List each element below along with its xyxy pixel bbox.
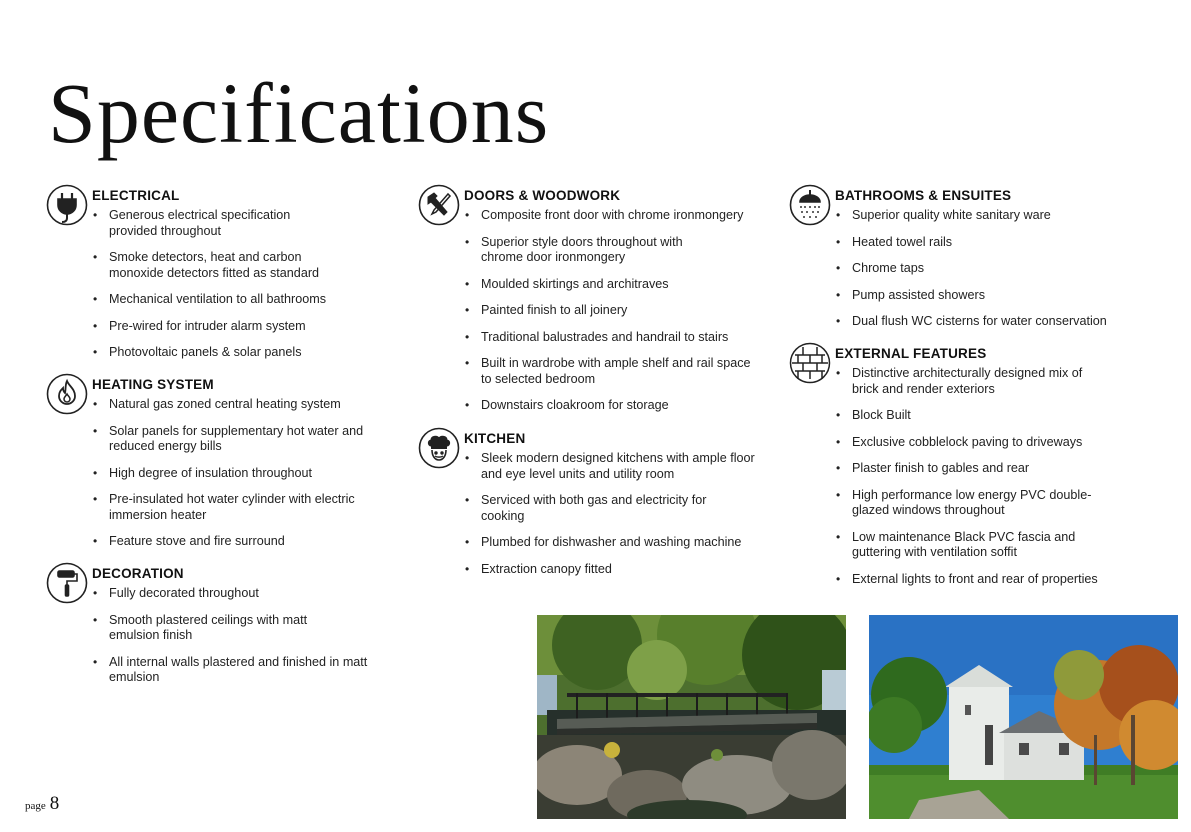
- list-item: • Chrome taps: [835, 261, 1165, 277]
- spec-list: [92, 397, 422, 561]
- list-item: • Distinctive architecturally designed mix of brick and render exteriors: [835, 366, 1105, 397]
- tools-icon: [418, 184, 460, 226]
- list-item: • Heated towel rails: [835, 235, 1165, 251]
- list-item: • External lights to front and rear of properties: [835, 572, 1155, 588]
- paint-roller-icon: [46, 562, 88, 604]
- list-item: • Moulded skirtings and architraves: [464, 277, 794, 293]
- list-item: • Natural gas zoned central heating system: [92, 397, 422, 413]
- page-number: [25, 793, 59, 815]
- brick-wall-icon: [789, 342, 831, 384]
- spec-list: [464, 451, 794, 588]
- spec-list: [464, 208, 794, 425]
- spec-list: [92, 586, 422, 697]
- list-item: • Generous electrical specification provided throughout: [92, 208, 302, 239]
- list-item: • High performance low energy PVC double-glazed windows throughout: [835, 488, 1120, 519]
- list-item: • Block Built: [835, 408, 1165, 424]
- list-item: • Plaster finish to gables and rear: [835, 461, 1165, 477]
- list-item: • Serviced with both gas and electricity for cooking: [464, 493, 724, 524]
- list-item: • Low maintenance Black PVC fascia and guttering with ventilation soffit: [835, 530, 1105, 561]
- section-title: DOORS & WOODWORK: [464, 188, 621, 203]
- list-item: • Traditional balustrades and handrail to stairs: [464, 330, 794, 346]
- list-item: • Smooth plastered ceilings with matt emulsion finish: [92, 613, 312, 644]
- list-item: • Extraction canopy fitted: [464, 562, 794, 578]
- flame-icon: [46, 373, 88, 415]
- spec-list: [92, 208, 422, 372]
- section-title: HEATING SYSTEM: [92, 377, 214, 392]
- shower-icon: [789, 184, 831, 226]
- list-item: • Composite front door with chrome ironmongery: [464, 208, 794, 224]
- list-item: • Downstairs cloakroom for storage: [464, 398, 794, 414]
- list-item: • Pre-insulated hot water cylinder with electric immersion heater: [92, 492, 392, 523]
- page-label: page: [25, 800, 46, 812]
- section-title: ELECTRICAL: [92, 188, 180, 203]
- list-item: • Superior quality white sanitary ware: [835, 208, 1165, 224]
- section-title: DECORATION: [92, 566, 184, 581]
- list-item: • Dual flush WC cisterns for water conservation: [835, 314, 1191, 330]
- list-item: • Pump assisted showers: [835, 288, 1165, 304]
- list-item: • Feature stove and fire surround: [92, 534, 422, 550]
- list-item: • Solar panels for supplementary hot water and reduced energy bills: [92, 424, 392, 455]
- list-item: • All internal walls plastered and finished in matt emulsion: [92, 655, 382, 686]
- bridge-photo: [537, 615, 846, 819]
- list-item: • Smoke detectors, heat and carbon monoxide detectors fitted as standard: [92, 250, 342, 281]
- list-item: • Pre-wired for intruder alarm system: [92, 319, 422, 335]
- list-item: • Superior style doors throughout with chrome door ironmongery: [464, 235, 714, 266]
- list-item: • Mechanical ventilation to all bathrooms: [92, 292, 422, 308]
- list-item: • Exclusive cobblelock paving to driveways: [835, 435, 1165, 451]
- list-item: • Plumbed for dishwasher and washing machine: [464, 535, 794, 551]
- tower-photo: [869, 615, 1178, 819]
- list-item: • Fully decorated throughout: [92, 586, 422, 602]
- page-number-value: 8: [49, 793, 60, 814]
- list-item: • Photovoltaic panels & solar panels: [92, 345, 422, 361]
- plug-icon: [46, 184, 88, 226]
- section-title: KITCHEN: [464, 431, 526, 446]
- spec-list: [835, 366, 1165, 598]
- section-title: EXTERNAL FEATURES: [835, 346, 987, 361]
- chef-icon: [418, 427, 460, 469]
- page-title: Specifications: [48, 65, 550, 161]
- spec-list: [835, 208, 1165, 341]
- list-item: • Painted finish to all joinery: [464, 303, 794, 319]
- list-item: • Built in wardrobe with ample shelf and rail space to selected bedroom: [464, 356, 754, 387]
- list-item: • High degree of insulation throughout: [92, 466, 422, 482]
- section-title: BATHROOMS & ENSUITES: [835, 188, 1012, 203]
- list-item: • Sleek modern designed kitchens with ample floor and eye level units and utility room: [464, 451, 764, 482]
